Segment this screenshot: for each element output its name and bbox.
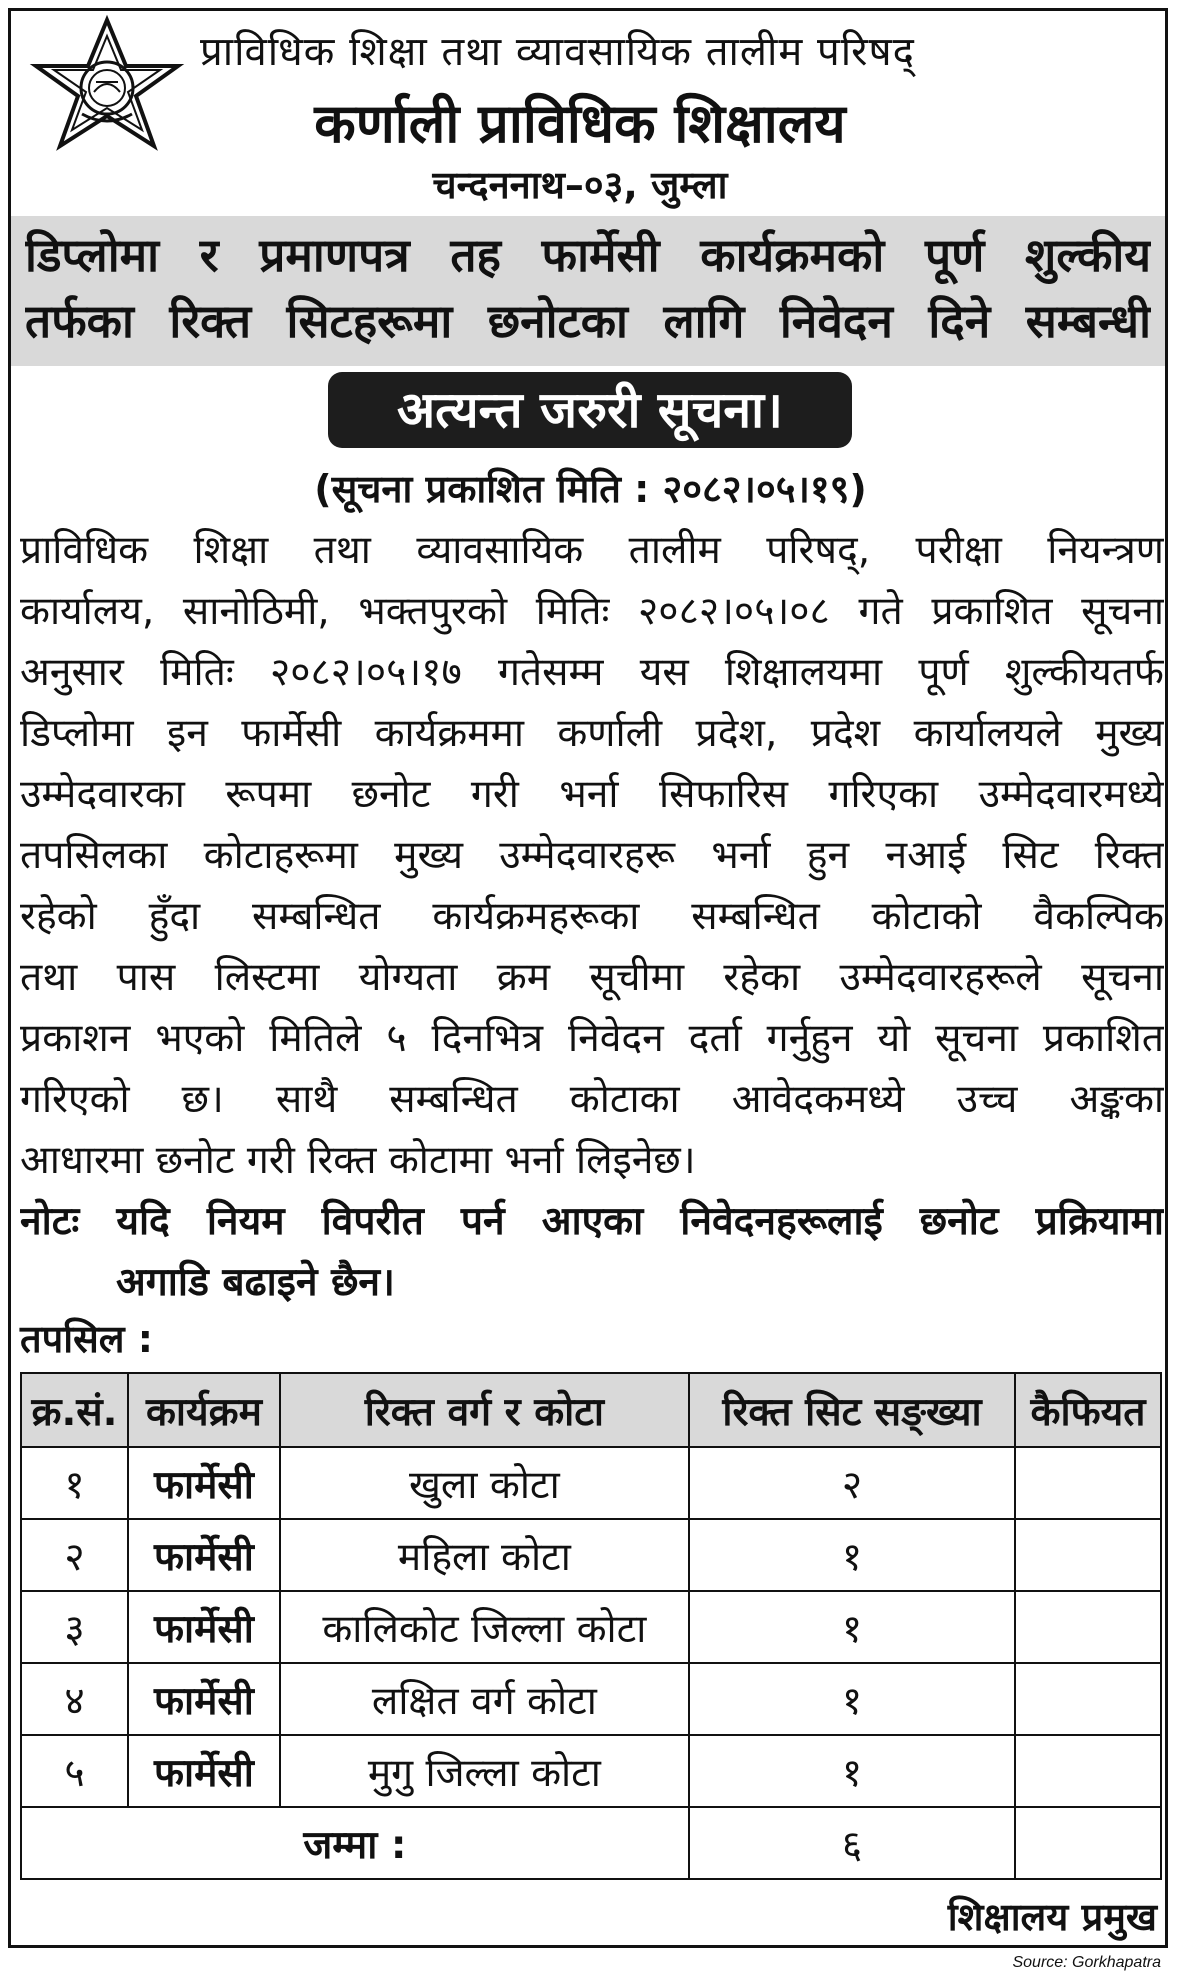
table-row [21,1447,1161,1519]
column-header-seat-count: रिक्त सिट सङ्ख्या [689,1373,1015,1447]
school-address: चन्दननाथ–०३, जुम्ला [432,163,728,207]
serial-cell: ५ [21,1735,128,1807]
notice-subject [11,216,1165,366]
remarks-cell [1015,1735,1161,1807]
vacant-seat-table [20,1372,1162,1880]
body-line: तपसिलका कोटाहरूमा मुख्य उम्मेदवारहरू भर्ना हुन नआई सिट रिक्त [20,833,1164,878]
quota-cell: कालिकोट जिल्ला कोटा [280,1591,689,1663]
column-header-quota: रिक्त वर्ग र कोटा [280,1373,689,1447]
remarks-cell [1015,1519,1161,1591]
table-total-row [21,1807,1161,1879]
seat-count-cell: १ [689,1735,1015,1807]
remarks-cell [1015,1591,1161,1663]
note-line-1: नोटः यदि नियम विपरीत पर्न आएका निवेदनहरूलाई छनोट प्रक्रियामा [20,1199,1164,1244]
source-credit: Source: Gorkhapatra [1012,1954,1161,1971]
body-line: प्रकाशन भएको मितिले ५ दिनभित्र निवेदन दर्ता गर्नुहुन यो सूचना प्रकाशित [20,1016,1164,1061]
body-line: अनुसार मितिः २०८२।०५।१७ गतेसम्म यस शिक्षालयमा पूर्ण शुल्कीयतर्फ [20,650,1164,695]
council-name: प्राविधिक शिक्षा तथा व्यावसायिक तालीम परिषद् [200,29,915,75]
serial-cell: २ [21,1519,128,1591]
total-value: ६ [689,1807,1015,1879]
quota-cell: लक्षित वर्ग कोटा [280,1663,689,1735]
program-cell: फार्मेसी [128,1447,280,1519]
remarks-cell [1015,1663,1161,1735]
body-line: आधारमा छनोट गरी रिक्त कोटामा भर्ना लिइनेछ। [20,1138,696,1183]
schedule-label: तपसिल : [20,1317,153,1361]
publication-date: (सूचना प्रकाशित मिति : २०८२।०५।१९) [314,467,867,511]
seat-count-cell: १ [689,1519,1015,1591]
quota-cell: खुला कोटा [280,1447,689,1519]
seat-count-cell: १ [689,1663,1015,1735]
body-line: डिप्लोमा इन फार्मेसी कार्यक्रममा कर्णाली प्रदेश, प्रदेश कार्यालयले मुख्य [20,711,1164,756]
program-cell: फार्मेसी [128,1591,280,1663]
body-line: रहेको हुँदा सम्बन्धित कार्यक्रमहरूका सम्बन्धित कोटाको वैकल्पिक [20,894,1164,939]
seat-count-cell: १ [689,1591,1015,1663]
body-line: उम्मेदवारका रूपमा छनोट गरी भर्ना सिफारिस गरिएका उम्मेदवारमध्ये [20,772,1164,817]
notice-body [20,520,1164,1313]
table-row [21,1591,1161,1663]
table-header-row [21,1373,1161,1447]
body-line: कार्यालय, सानोठिमी, भक्तपुरको मितिः २०८२।०५।०८ गते प्रकाशित सूचना [20,589,1164,634]
note-line-2: अगाडि बढाइने छैन। [116,1260,395,1305]
serial-cell: ३ [21,1591,128,1663]
column-header-remarks: कैफियत [1015,1373,1161,1447]
column-header-serial: क्र.सं. [21,1373,128,1447]
signature-designation: शिक्षालय प्रमुख [947,1895,1157,1939]
urgent-notice-title: अत्यन्त जरुरी सूचना। [328,372,852,448]
body-line: गरिएको छ। साथै सम्बन्धित कोटाका आवेदकमध्ये उच्च अङ्कका [20,1077,1164,1122]
program-cell: फार्मेसी [128,1663,280,1735]
nepal-government-emblem-icon [22,14,192,184]
body-line: प्राविधिक शिक्षा तथा व्यावसायिक तालीम परिषद्, परीक्षा नियन्त्रण [20,528,1164,573]
body-line: तथा पास लिस्टमा योग्यता क्रम सूचीमा रहेका उम्मेदवारहरूले सूचना [20,955,1164,1000]
subject-line-1: डिप्लोमा र प्रमाणपत्र तह फार्मेसी कार्यक्रमको पूर्ण शुल्कीय [25,228,1151,282]
program-cell: फार्मेसी [128,1519,280,1591]
table-row [21,1663,1161,1735]
remarks-cell [1015,1807,1161,1879]
seat-count-cell: २ [689,1447,1015,1519]
total-label: जम्मा : [21,1807,689,1879]
subject-line-2: तर्फका रिक्त सिटहरूमा छनोटका लागि निवेदन दिने सम्बन्धी [25,294,1151,348]
quota-cell: महिला कोटा [280,1519,689,1591]
quota-cell: मुगु जिल्ला कोटा [280,1735,689,1807]
program-cell: फार्मेसी [128,1735,280,1807]
school-name: कर्णाली प्राविधिक शिक्षालय [314,92,846,155]
serial-cell: १ [21,1447,128,1519]
remarks-cell [1015,1447,1161,1519]
table-row [21,1519,1161,1591]
table-row [21,1735,1161,1807]
serial-cell: ४ [21,1663,128,1735]
column-header-program: कार्यक्रम [128,1373,280,1447]
